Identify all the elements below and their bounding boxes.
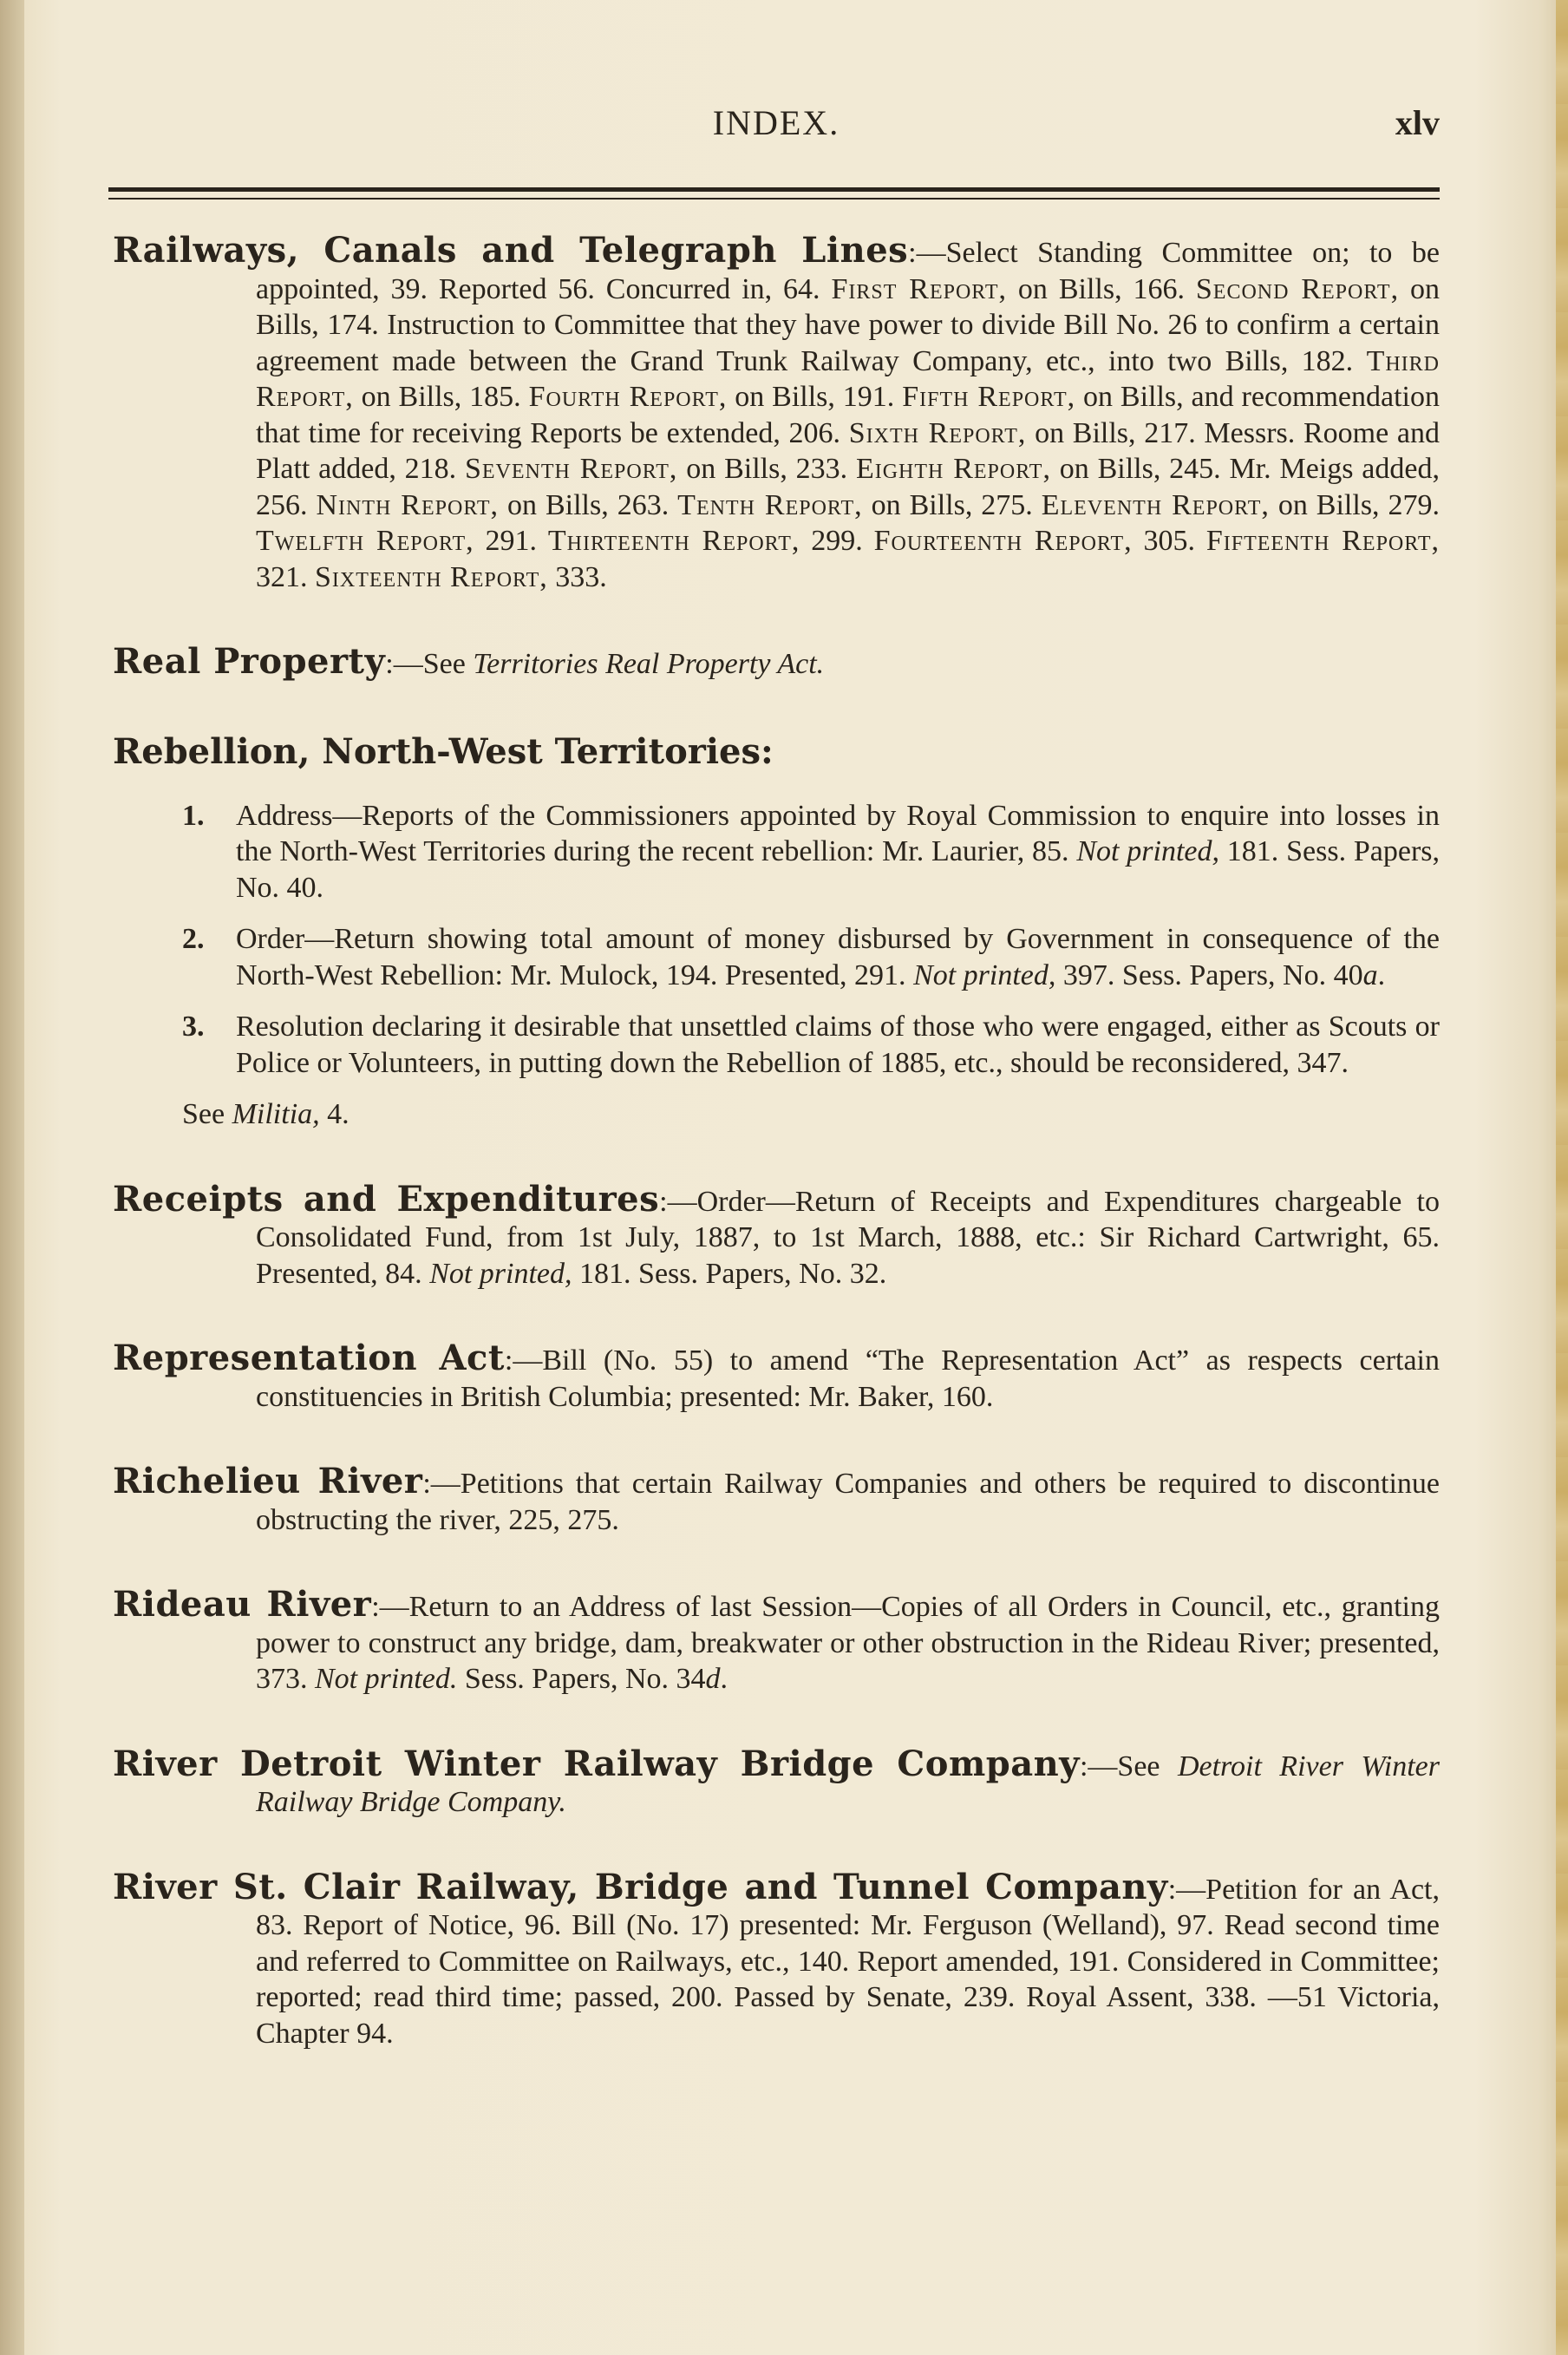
entry-text: 333. <box>547 560 607 593</box>
entry-text: . <box>720 1663 728 1695</box>
entry-text: on Bills, 166. <box>1007 272 1196 305</box>
index-entry-river-detroit <box>113 1743 1440 1821</box>
entry-text: on Bills, and recommendation that time for receiving Reports be extended, 206. <box>256 381 1441 449</box>
report-label: Sixteenth Report, <box>315 560 548 593</box>
report-label: Twelfth Report, <box>256 525 474 557</box>
entry-text: on Bills, 263. <box>499 488 678 521</box>
entry-italic: Not printed, <box>913 958 1056 991</box>
index-entry-rebellion-heading: Rebellion, North-West Territories: <box>113 730 774 772</box>
entry-text: on Bills, 191. <box>727 381 903 413</box>
report-label: Ninth Report, <box>316 488 500 521</box>
entry-heading: Representation Act <box>113 1338 505 1378</box>
index-entry-receipts <box>113 1178 1441 1292</box>
entry-text: 397. Sess. Papers, No. 40 <box>1055 958 1363 991</box>
entry-text: on Bills, 233. <box>677 453 856 485</box>
entry-text: on Bills, 279. <box>1269 488 1441 521</box>
header-rule-thin <box>108 198 1440 200</box>
report-label: Fifth Report, <box>902 381 1076 413</box>
report-label: Thirteenth Report, <box>547 525 800 557</box>
entry-text: Address—Reports of the Commissioners appointed by Royal Commission to enquire into losses in the North-West Territories during the recent rebellion: Mr. Laurier, 85. <box>236 799 1440 867</box>
index-entry-representation <box>113 1340 1440 1415</box>
item-number: 1. <box>182 799 205 832</box>
report-label: Third Report, <box>256 344 1440 413</box>
entry-text: :—Petition for an Act, 83. Report of Notice, 96. Bill (No. 17) presented: Mr. Ferguson (Welland), 97. Read second time and referred to Committee on Railways, etc., 140. Report amended, 191. Considered in Committee; reported; read third time; passed, 200. Passed by Senate, 239. Royal Assent, 338. —51 Victoria, Chapter 94. <box>256 1873 1440 2050</box>
index-entry-richelieu <box>113 1463 1440 1538</box>
rebellion-item <box>113 798 1440 906</box>
entry-italic: Not printed. <box>315 1663 458 1695</box>
report-label: Eleventh Report, <box>1041 488 1270 521</box>
entry-text: See <box>182 1098 232 1130</box>
entry-text: Sess. Papers, No. 34 <box>457 1663 706 1695</box>
entry-text: 181. Sess. Papers, No. 40. <box>236 835 1441 904</box>
entry-text: 321. <box>256 560 315 593</box>
entry-italic: Not printed, <box>1076 835 1219 867</box>
entry-italic: Not printed, <box>429 1257 572 1290</box>
report-label: Eighth Report, <box>855 453 1051 485</box>
entry-heading: River St. Clair Railway, Bridge and Tunnel Company <box>113 1866 1168 1907</box>
entry-text: :—See <box>1079 1750 1178 1783</box>
entry-text: 181. Sess. Papers, No. 32. <box>572 1257 887 1290</box>
page-header <box>113 102 1440 154</box>
entry-text: :—Order—Return of Receipts and Expenditures chargeable to Consolidated Fund, from 1st July, 1887, to 1st March, 1888, etc.: Sir Richard Cartwright, 65. Presented, 84. <box>256 1185 1441 1290</box>
entry-text: Resolution declaring it desirable that unsettled claims of those who were engaged, either as Scouts or Police or Volunteers, in putting down the Rebellion of 1885, etc., should be reconsidered, 347. <box>236 1011 1440 1079</box>
cross-reference: Militia, <box>232 1098 320 1130</box>
entry-heading: River Detroit Winter Railway Bridge Company <box>113 1743 1080 1784</box>
entry-text: . <box>1377 958 1386 991</box>
page-spine-shadow <box>0 0 24 2355</box>
report-label: Fourth Report, <box>528 381 728 413</box>
entry-text: Order—Return showing total amount of money disbursed by Government in consequence of the North-West Rebellion: Mr. Mulock, 194. Presented, 291. <box>236 923 1440 991</box>
entry-text: on Bills, 245. Mr. Meigs added, 256. <box>256 453 1440 521</box>
entry-text: :—Petitions that certain Railway Companies and others be required to discontinue obstructing the river, 225, 275. <box>256 1468 1440 1536</box>
entry-heading: Receipts and Expenditures <box>113 1178 660 1220</box>
index-entry-real-property <box>113 641 1440 683</box>
entry-text: :—Select Standing Committee on; to be appointed, 39. Reported 56. Concurred in, 64. <box>256 237 1440 305</box>
entry-text: on Bills, 275. <box>862 488 1042 521</box>
page-gilt-edge <box>1556 0 1568 2355</box>
entry-text: :—Return to an Address of last Session—Copies of all Orders in Council, etc., granting power to construct any bridge, dam, breakwater or other obstruction in the Rideau River; presented, 373. <box>256 1591 1440 1695</box>
entry-heading: Railways, Canals and Telegraph Lines <box>113 230 909 271</box>
entry-heading: Rideau River <box>113 1584 372 1625</box>
page-number: xlv <box>1395 103 1440 142</box>
item-number: 3. <box>182 1011 205 1043</box>
entry-text: on Bills, 185. <box>353 381 529 413</box>
index-entry-river-st-clair <box>113 1866 1440 2052</box>
report-label: Second Report, <box>1195 272 1400 305</box>
running-title: INDEX. <box>712 103 840 142</box>
rebellion-item <box>113 1009 1440 1081</box>
report-label: Tenth Report, <box>677 488 863 521</box>
entry-text: :—Bill (No. 55) to amend “The Representation Act” as respects certain constituencies in British Columbia; presented: Mr. Baker, 160. <box>256 1344 1440 1413</box>
cross-reference: Territories Real Property Act. <box>473 648 825 680</box>
entry-italic: d <box>705 1663 721 1695</box>
index-content <box>113 232 1440 2100</box>
entry-heading: Richelieu River <box>113 1461 423 1501</box>
index-entry-rideau <box>113 1586 1440 1698</box>
entry-text: 4. <box>319 1098 350 1130</box>
index-entry-railways <box>113 232 1440 595</box>
entry-heading: Real Property <box>113 641 386 682</box>
report-label: Fourteenth Report, <box>873 525 1133 557</box>
entry-italic: a <box>1362 958 1378 991</box>
cross-reference: Detroit River Winter Railway Bridge Company. <box>256 1750 1440 1818</box>
entry-text: 291. <box>474 525 548 557</box>
entry-text: 305. <box>1132 525 1206 557</box>
item-number: 2. <box>182 923 205 955</box>
report-label: Seventh Report, <box>464 453 678 485</box>
entry-text: :—See <box>385 648 474 680</box>
entry-text: on Bills, 174. Instruction to Committee that they have power to divide Bill No. 26 to confirm a certain agreement made between the Grand Trunk Railway Company, etc., into two Bills, 182. <box>256 272 1440 377</box>
entry-text: on Bills, 217. Messrs. Roome and Platt added, 218. <box>256 416 1440 485</box>
rebellion-item <box>113 921 1440 993</box>
rebellion-see-also <box>113 1096 1440 1133</box>
report-label: Sixth Report, <box>848 416 1027 449</box>
entry-text: 299. <box>800 525 874 557</box>
header-rule-thick <box>108 187 1440 192</box>
report-label: Fifteenth Report, <box>1205 525 1440 557</box>
report-label: First Report, <box>831 272 1008 305</box>
